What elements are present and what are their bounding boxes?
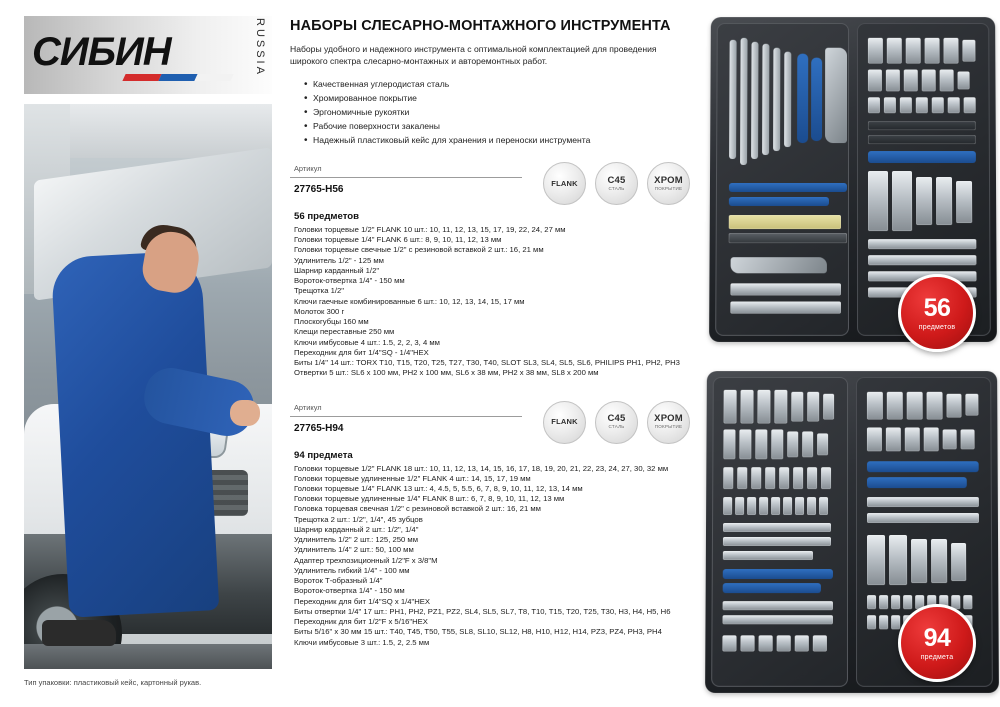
- page-title: НАБОРЫ СЛЕСАРНО-МОНТАЖНОГО ИНСТРУМЕНТА: [290, 18, 671, 34]
- list-item: Головки торцевые удлиненные 1/4" FLANK 8 шт.: 6, 7, 8, 9, 10, 11, 12, 13 мм: [294, 494, 565, 504]
- count-badge-94: [898, 604, 976, 682]
- list-item: Головки торцевые 1/4" FLANK 6 шт.: 8, 9, 10, 11, 12, 13 мм: [294, 235, 502, 245]
- divider: [290, 416, 522, 417]
- brand-logo-text: СИБИН: [32, 30, 171, 74]
- article-label: Артикул: [294, 402, 322, 412]
- list-item: Переходник для бит 1/4"SQ х 1/4"HEX: [294, 596, 431, 606]
- count-badge-number: 94: [923, 623, 951, 652]
- packaging-note: Тип упаковки: пластиковый кейс, картонный рукав.: [24, 678, 202, 687]
- list-item: Переходник для бит 1/4"SQ - 1/4"HEX: [294, 347, 429, 357]
- left-column: [24, 16, 272, 94]
- list-item: Головки торцевые 1/2" FLANK 10 шт.: 10, 11, 12, 13, 15, 17, 19, 22, 24, 27 мм: [294, 225, 566, 235]
- product-images-column: [700, 0, 1000, 707]
- list-item: • Качественная углеродистая сталь: [304, 78, 690, 92]
- list-item: • Рабочие поверхности закалены: [304, 120, 690, 134]
- list-item: Удлинитель 1/4" 2 шт.: 50, 100 мм: [294, 545, 414, 555]
- list-item: Вороток Т-образный 1/4": [294, 576, 383, 586]
- badge-c45: [595, 162, 638, 205]
- list-item: Биты 5/16" х 30 мм 15 шт.: T40, T45, T50, T55, SL8, SL10, SL12, H8, H10, H12, H14, PZ3, PZ4, PH3, PH4: [294, 627, 662, 637]
- badge-flank: [543, 162, 586, 205]
- article-row: [290, 164, 690, 210]
- badge-flank: [543, 401, 586, 444]
- badge-chrome: [647, 162, 690, 205]
- badge-c45: [595, 401, 638, 444]
- article-row: [290, 403, 690, 449]
- content-column: [290, 18, 690, 648]
- count-badge-56: [898, 274, 976, 352]
- list-item: Трещотка 1/2": [294, 286, 345, 296]
- badge-chrome-label: ХРОМ: [654, 413, 683, 425]
- set-count-title: 94 предмета: [294, 449, 353, 461]
- list-item: Удлинитель 1/2" 2 шт.: 125, 250 мм: [294, 535, 419, 545]
- list-item: Вороток-отвертка 1/4" - 150 мм: [294, 276, 405, 286]
- badge-flank-label: FLANK: [551, 178, 578, 188]
- list-item: Ключи имбусовые 4 шт.: 1.5, 2, 2, 3, 4 мм: [294, 337, 440, 347]
- badge-chrome-sub: ПОКРЫТИЕ: [654, 185, 683, 191]
- count-badge-number: 56: [923, 293, 951, 322]
- list-item: • Эргономичные рукоятки: [304, 106, 690, 120]
- badge-chrome-label: ХРОМ: [654, 174, 683, 186]
- brand-country-label: RUSSIA: [254, 18, 266, 77]
- list-item: Шарнир карданный 2 шт.: 1/2", 1/4": [294, 524, 419, 534]
- spec-list-56: [294, 225, 690, 379]
- list-item: Вороток-отвертка 1/4" - 150 мм: [294, 586, 405, 596]
- page-subtitle: Наборы удобного и надежного инструмента с оптимальной комплектацией для проведения широкого спектра слесарно-монтажных и авторемонтных работ.: [290, 44, 657, 67]
- list-item: Удлинитель 1/2" - 125 мм: [294, 255, 384, 265]
- list-item: Удлинитель гибкий 1/4" - 100 мм: [294, 565, 410, 575]
- list-item: Биты отвертки 1/4" 17 шт.: PH1, PH2, PZ1, PZ2, SL4, SL5, SL7, T8, T10, T15, T20, T25, T30, H3, H4, H5, H6: [294, 606, 671, 616]
- list-item: Трещотка 2 шт.: 1/2", 1/4", 45 зубцов: [294, 514, 423, 524]
- list-item: Отвертки 5 шт.: SL6 x 100 мм, PH2 x 100 мм, SL6 x 38 мм, PH2 x 38 мм, SL8 x 200 мм: [294, 368, 599, 378]
- list-item: Клещи переставные 250 мм: [294, 327, 395, 337]
- list-item: Головка торцевая свечная 1/2" с резиновой вставкой 2 шт.: 16, 21 мм: [294, 504, 541, 514]
- brand-stripes-icon: [122, 74, 233, 81]
- case-lid: [715, 23, 849, 336]
- badge-c45-label: C45: [607, 174, 626, 186]
- brand-logo: [24, 16, 272, 94]
- badge-c45-sub: СТАЛЬ: [608, 424, 625, 430]
- badge-chrome-sub: ПОКРЫТИЕ: [654, 424, 683, 430]
- divider: [290, 177, 522, 178]
- list-item: • Хромированное покрытие: [304, 92, 690, 106]
- mechanic-photo: [24, 104, 272, 669]
- article-code: 27765-H56: [294, 184, 344, 196]
- list-item: Головки торцевые свечные 1/2" с резиновой вставкой 2 шт.: 16, 21 мм: [294, 245, 544, 255]
- count-badge-label: предмета: [920, 653, 954, 661]
- list-item: Головки торцевые 1/2" FLANK 18 шт.: 10, 11, 12, 13, 14, 15, 16, 17, 18, 19, 20, 21, 22, 23, 24, 27, 30, 32 мм: [294, 463, 669, 473]
- badge-flank-label: FLANK: [551, 417, 578, 427]
- article-label: Артикул: [294, 164, 322, 174]
- list-item: Ключи гаечные комбинированные 6 шт.: 10, 12, 13, 14, 15, 17 мм: [294, 296, 525, 306]
- list-item: Переходник для бит 1/2"F х 5/16"HEX: [294, 617, 428, 627]
- list-item: Адаптер трехпозиционный 1/2"F x 3/8"M: [294, 555, 438, 565]
- list-item: Плоскогубцы 160 мм: [294, 317, 369, 327]
- spec-list-94: [294, 464, 690, 648]
- badge-group: [543, 401, 690, 444]
- badge-c45-sub: СТАЛЬ: [608, 185, 625, 191]
- list-item: Головки торцевые 1/4" FLANK 13 шт.: 4, 4.5, 5, 5.5, 6, 7, 8, 9, 10, 11, 12, 13, 14 мм: [294, 484, 583, 493]
- badge-group: [543, 162, 690, 205]
- list-item: Шарнир карданный 1/2": [294, 265, 380, 275]
- count-badge-label: предметов: [918, 323, 956, 331]
- feature-list: [290, 78, 690, 148]
- product-block-56: [290, 164, 690, 379]
- badge-chrome: [647, 401, 690, 444]
- case-lid: [711, 377, 848, 687]
- list-item: Биты 1/4" 14 шт.: TORX T10, T15, T20, T25, T27, T30, T40, SLOT SL3, SL4, SL5, SL6, PHILIPS PH1, PH2, PH3: [294, 358, 680, 368]
- list-item: Ключи имбусовые 3 шт.: 1.5, 2, 2.5 мм: [294, 637, 430, 647]
- article-code: 27765-H94: [294, 422, 344, 434]
- product-block-94: [290, 403, 690, 648]
- badge-c45-label: C45: [607, 413, 626, 425]
- set-count-title: 56 предметов: [294, 211, 360, 223]
- list-item: • Надежный пластиковый кейс для хранения и переноски инструмента: [304, 134, 690, 148]
- list-item: Головки торцевые удлиненные 1/2" FLANK 4 шт.: 14, 15, 17, 19 мм: [294, 473, 531, 483]
- list-item: Молоток 300 г: [294, 306, 345, 316]
